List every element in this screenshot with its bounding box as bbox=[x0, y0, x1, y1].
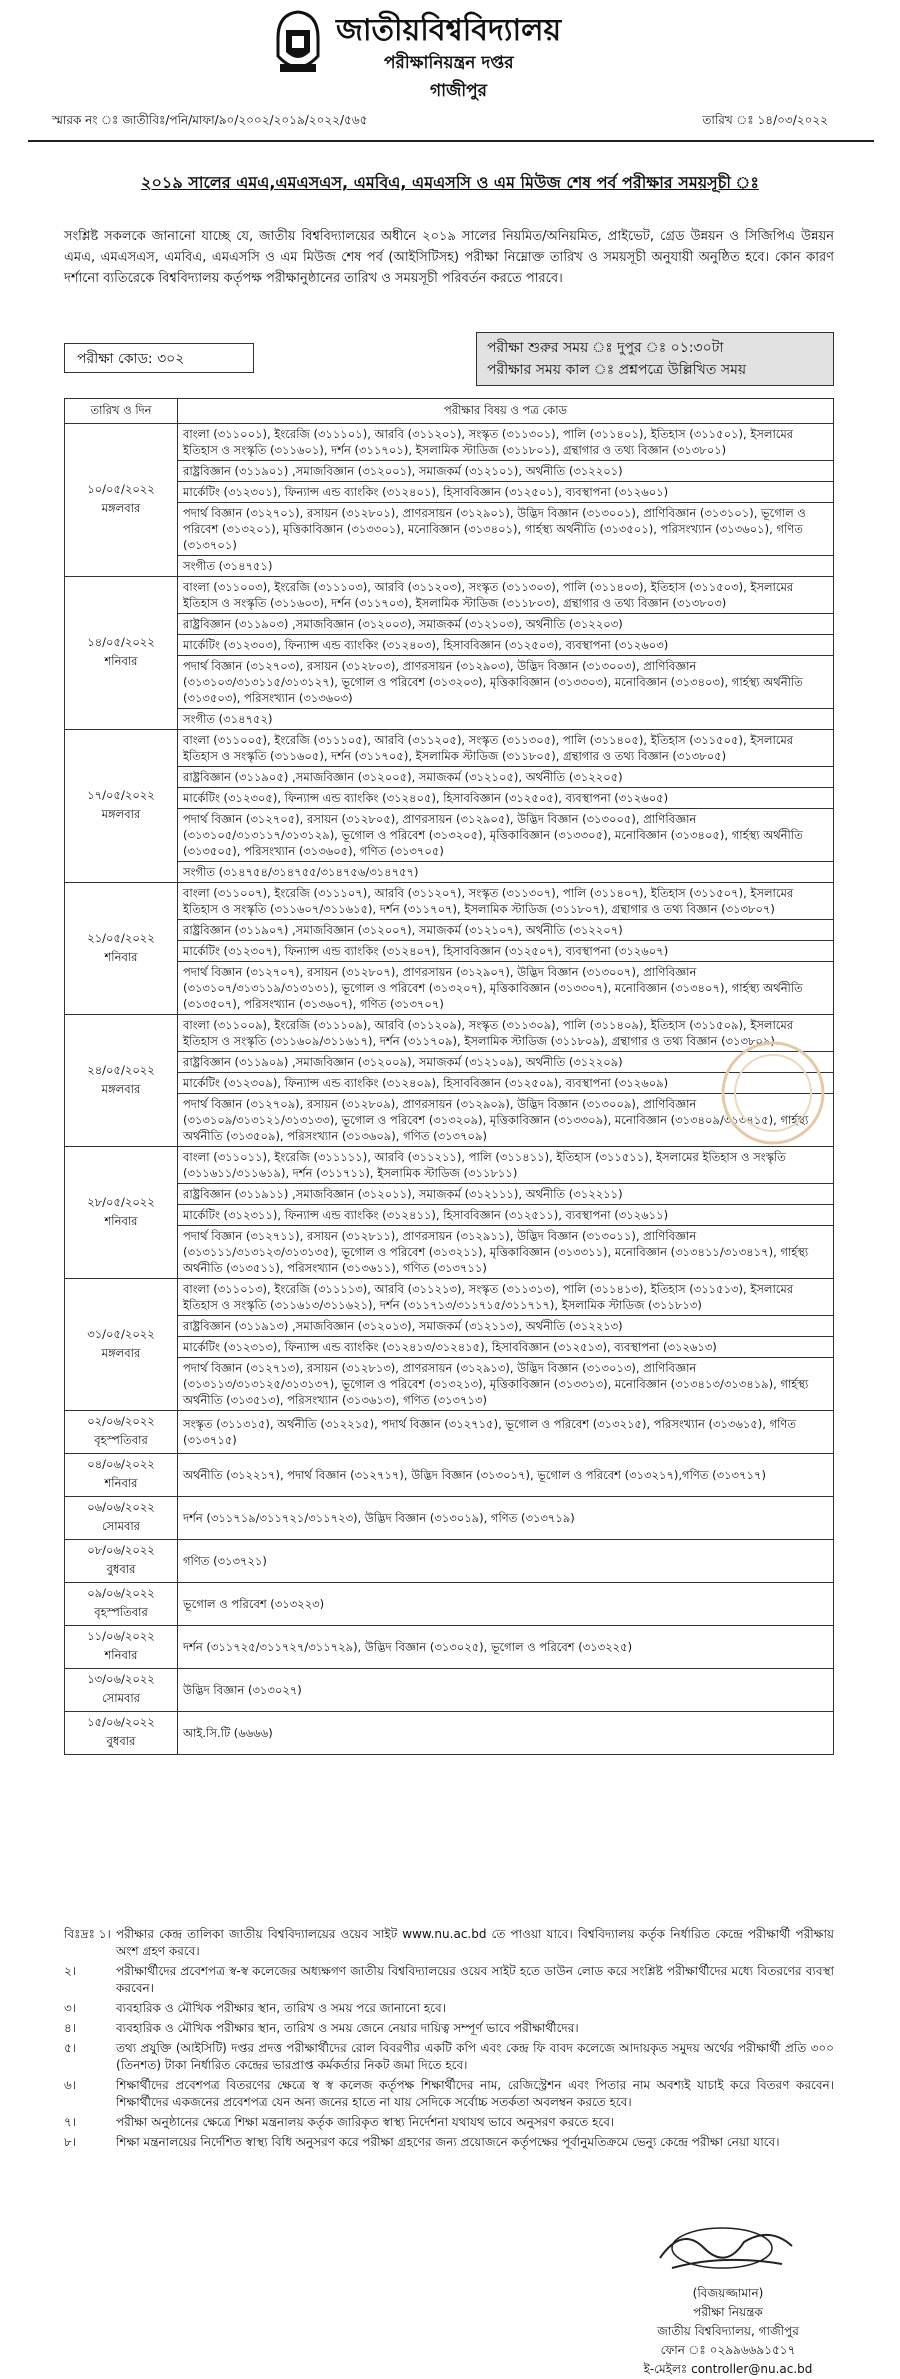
subject-cell: মার্কেটিং (৩১২৩০৭), ফিন্যান্স এন্ড ব্যাংকিং (৩১২৪০৭), হিসাববিজ্ঞান (৩১২৫০৭), ব্যবস্থাপনা (৩১২৬০৭) bbox=[178, 941, 834, 962]
table-row bbox=[65, 862, 834, 883]
signature-icon bbox=[652, 2218, 802, 2280]
exam-day: শনিবার bbox=[104, 654, 138, 668]
exam-start-time: পরীক্ষা শুরুর সময় ঃ দুপুর ঃ ০১:৩০টা bbox=[487, 340, 724, 356]
table-row bbox=[65, 635, 834, 656]
note-number: ৬। bbox=[64, 2078, 77, 2092]
subject-cell: রাষ্ট্রবিজ্ঞান (৩১১৯০৫) ,সমাজবিজ্ঞান (৩১২০০৫), সমাজকর্ম (৩১২১০৫), অর্থনীতি (৩১২২০৫) bbox=[178, 767, 834, 788]
subject-cell: পদার্থ বিজ্ঞান (৩১২৭০৩), রসায়ন (৩১২৮০৩), প্রাণরসায়ন (৩১২৯০৩), উদ্ভিদ বিজ্ঞান (৩১৩০০৩), প্রাণিবিজ্ঞান (৩১৩১০৩/৩১৩১১৫/৩১৩১২৭), ভূগোল ও পরিবেশ (৩১৩২০৩), মৃত্তিকাবিজ্ঞান (৩১৩৩০৩), মনোবিজ্ঞান (৩১৩৪০৩), গার্হস্থ্য অর্থনীতি (৩১৩৫০৩), পরিসংখ্যান (৩১৩৬০৩) bbox=[178, 656, 834, 709]
table-row bbox=[65, 461, 834, 482]
signatory-org: জাতীয় বিশ্ববিদ্যালয়, গাজীপুর bbox=[657, 2324, 799, 2338]
exam-date: ২৮/০৫/২০২২ bbox=[87, 1194, 155, 1209]
memo-date: তারিখ ঃ ১৪/০৩/২০২২ bbox=[702, 113, 828, 127]
table-row bbox=[65, 424, 834, 461]
subject-cell: সংগীত (৩১৪৭৫২) bbox=[178, 709, 834, 730]
subject-cell: পদার্থ বিজ্ঞান (৩১২৭১৩), রসায়ন (৩১২৮১৩), প্রাণরসায়ন (৩১২৯১৩), উদ্ভিদ বিজ্ঞান (৩১৩০১৩), প্রাণিবিজ্ঞান (৩১৩১১৩/৩১৩১২৫/৩১৩১৩৭), ভূগোল ও পরিবেশ (৩১৩২১৩), মৃত্তিকাবিজ্ঞান (৩১৩৩১৩), মনোবিজ্ঞান (৩১৩৪১৩/৩১৩৪১৯), গার্হস্থ্য অর্থনীতি (৩১৩৫১৩), পরিসংখ্যান (৩১৩৬১৩), গণিত (৩১৩৭১৩) bbox=[178, 1358, 834, 1411]
university-logo-icon bbox=[272, 8, 324, 78]
exam-date: ০৯/০৬/২০২২ bbox=[87, 1586, 155, 1600]
subject-cell: বাংলা (৩১১০০৭), ইংরেজি (৩১১১০৭), আরবি (৩১১২০৭), সংস্কৃত (৩১১৩০৭), পালি (৩১১৪০৭), ইতিহাস (৩১১৫০৭), ইসলামের ইতিহাস ও সংস্কৃতি (৩১১৬০৭/৩১১৬১৫), দর্শন (৩১১৭০৭), ইসলামিক স্টাডিজ (৩১১৮০৭), গ্রন্থাগার ও তথ্য বিজ্ঞান (৩১৩৮০৭) bbox=[178, 883, 834, 920]
table-row bbox=[65, 941, 834, 962]
table-row bbox=[65, 1337, 834, 1358]
subject-cell: ভূগোল ও পরিবেশ (৩১৩২২৩) bbox=[178, 1583, 834, 1626]
table-row bbox=[65, 1147, 834, 1184]
subject-cell: পদার্থ বিজ্ঞান (৩১২৭০১), রসায়ন (৩১২৮০১), প্রাণরসায়ন (৩১২৯০১), উদ্ভিদ বিজ্ঞান (৩১৩০০১), প্রাণিবিজ্ঞান (৩১৩১০১), ভূগোল ও পরিবেশ (৩১৩২০১), মৃত্তিকাবিজ্ঞান (৩১৩৩০১), মনোবিজ্ঞান (৩১৩৪০১), গার্হস্থ্য অর্থনীতি (৩১৩৫০১), পরিসংখ্যান (৩১৩৬০১), গণিত (৩১৩৭০১) bbox=[178, 503, 834, 556]
exam-day: সোমবার bbox=[101, 1691, 141, 1705]
table-row bbox=[65, 1316, 834, 1337]
table-row bbox=[65, 788, 834, 809]
table-row bbox=[65, 920, 834, 941]
note-number: ৮। bbox=[64, 2135, 77, 2149]
subject-cell: বাংলা (৩১১০০৩), ইংরেজি (৩১১১০৩), আরবি (৩১১২০৩), সংস্কৃত (৩১১৩০৩), পালি (৩১১৪০৩), ইতিহাস (৩১১৫০৩), ইসলামের ইতিহাস ও সংস্কৃতি (৩১১৬০৩), দর্শন (৩১১৭০৩), ইসলামিক স্টাডিজ (৩১১৮০৩), গ্রন্থাগার ও তথ্য বিজ্ঞান (৩১৩৮০৩) bbox=[178, 577, 834, 614]
office-city: গাজীপুর bbox=[430, 81, 488, 101]
exam-day: বৃহস্পতিবার bbox=[94, 1433, 148, 1447]
exam-date: ০৬/০৬/২০২২ bbox=[87, 1500, 155, 1514]
table-row bbox=[65, 1626, 834, 1669]
signature-block bbox=[628, 2284, 828, 2379]
header-date: তারিখ ও দিন bbox=[65, 399, 178, 424]
note-number: ৭। bbox=[64, 2115, 77, 2129]
header-divider bbox=[28, 140, 874, 142]
note-item bbox=[64, 2077, 834, 2111]
subject-cell: দর্শন (৩১১৭২৫/৩১১৭২৭/৩১১৭২৯), উদ্ভিদ বিজ্ঞান (৩১৩০২৫), ভূগোল ও পরিবেশ (৩১৩২২৫) bbox=[178, 1626, 834, 1669]
exam-day: বুধবার bbox=[106, 1734, 136, 1748]
subject-cell: উদ্ভিদ বিজ্ঞান (৩১৩০২৭) bbox=[178, 1669, 834, 1712]
exam-date: ৩১/০৫/২০২২ bbox=[87, 1326, 155, 1341]
exam-day: বুধবার bbox=[106, 1562, 136, 1576]
table-row bbox=[65, 767, 834, 788]
table-row bbox=[65, 656, 834, 709]
notes-section bbox=[64, 1926, 834, 2154]
exam-date-cell bbox=[65, 1279, 178, 1411]
exam-day: শনিবার bbox=[104, 949, 138, 964]
exam-date: ১৫/০৬/২০২২ bbox=[87, 1715, 155, 1729]
exam-date-cell bbox=[65, 730, 178, 883]
document-title: ২০১৯ সালের এমএ,এমএসএস, এমবিএ, এমএসসি ও এম মিউজ শেষ পর্ব পরীক্ষার সময়সূচী ঃ bbox=[141, 173, 759, 192]
exam-day: শনিবার bbox=[104, 1476, 138, 1490]
table-row bbox=[65, 962, 834, 1015]
exam-date-cell bbox=[65, 883, 178, 1015]
exam-date-cell bbox=[65, 1669, 178, 1712]
table-row bbox=[65, 1454, 834, 1497]
subject-cell: পদার্থ বিজ্ঞান (৩১২৭০৯), রসায়ন (৩১২৮০৯), প্রাণরসায়ন (৩১২৯০৯), উদ্ভিদ বিজ্ঞান (৩১৩০০৯), প্রাণিবিজ্ঞান (৩১৩১০৯/৩১৩১২১/৩১৩১৩৩), ভূগোল ও পরিবেশ (৩১৩২০৯), মৃত্তিকাবিজ্ঞান (৩১৩৩০৯), মনোবিজ্ঞান (৩১৩৪০৯/৩১৩৪১৫), গার্হস্থ্য অর্থনীতি (৩১৩৫০৯), পরিসংখ্যান (৩১৩৬০৯), গণিত (৩১৩৭০৯) bbox=[178, 1094, 834, 1147]
table-row bbox=[65, 503, 834, 556]
exam-date-cell bbox=[65, 1583, 178, 1626]
table-row bbox=[65, 482, 834, 503]
table-header-row bbox=[65, 399, 834, 424]
letterhead bbox=[0, 0, 900, 127]
subject-cell: রাষ্ট্রবিজ্ঞান (৩১১৯১৩) ,সমাজবিজ্ঞান (৩১২০১৩), সমাজকর্ম (৩১২১১৩), অর্থনীতি (৩১২২১৩) bbox=[178, 1316, 834, 1337]
table-row bbox=[65, 1669, 834, 1712]
exam-date: ২৪/০৫/২০২২ bbox=[87, 1062, 155, 1077]
table-row bbox=[65, 614, 834, 635]
note-item bbox=[64, 2020, 834, 2037]
note-number: ৪। bbox=[64, 2021, 77, 2035]
watermark-stamp bbox=[718, 1038, 828, 1148]
note-number: বিঃদ্রঃ ১। bbox=[64, 1927, 111, 1941]
exam-date: ০২/০৬/২০২২ bbox=[87, 1414, 155, 1428]
exam-date: ১৭/০৫/২০২২ bbox=[87, 788, 155, 802]
exam-date-cell bbox=[65, 424, 178, 577]
exam-day: বৃহস্পতিবার bbox=[94, 1605, 148, 1619]
signatory-name: (বিজয়জ্জামান) bbox=[692, 2286, 764, 2300]
subject-cell: সংগীত (৩১৪৭৫৪/৩১৪৭৫৫/৩১৪৭৫৬/৩১৪৭৫৭) bbox=[178, 862, 834, 883]
note-text: পরীক্ষা অনুষ্ঠানের ক্ষেত্রে শিক্ষা মন্ত্রনালয় কর্তৃক জারিকৃত স্বাস্থ্য নির্দেশনা যথাযথ ভাবে অনুসরণ করতে হবে। bbox=[116, 2115, 615, 2129]
note-text: শিক্ষার্থীদের প্রবেশপত্র বিতরণের ক্ষেত্রে স্ব স্ব কলেজ কর্তৃপক্ষ শিক্ষার্থীদের নাম, রেজিস্ট্রেশন এবং পিতার নাম অবশ্যই যাচাই করে বিতরণ করবেন। শিক্ষার্থীদের একজনের প্রবেশপত্র যেন অন্য জনের হাতে না যায় সেদিকে সর্বোচ্চ সতর্কতা অবলম্বন করতে হবে। bbox=[116, 2078, 834, 2109]
note-number: ৩। bbox=[64, 2001, 77, 2015]
signatory-email: ই-মেইলঃ controller@nu.ac.bd bbox=[643, 2362, 813, 2376]
exam-date: ০৮/০৬/২০২২ bbox=[87, 1543, 155, 1557]
exam-code-box: পরীক্ষা কোড: ৩০২ bbox=[64, 343, 254, 373]
subject-cell: সংগীত (৩১৪৭৫১) bbox=[178, 556, 834, 577]
exam-date-cell bbox=[65, 1015, 178, 1147]
note-text: পরীক্ষার কেন্দ্র তালিকা জাতীয় বিশ্ববিদ্যালয়ের ওয়েব সাইট www.nu.ac.bd তে পাওয়া যাবে। বিশ্ববিদ্যালয় কর্তৃক নির্ধারিত কেন্দ্রে পরীক্ষার্থী পরীক্ষায় অংশ গ্রহণ করবে। bbox=[116, 1927, 834, 1958]
note-item bbox=[64, 2040, 834, 2074]
note-item bbox=[64, 2000, 834, 2017]
exam-day: মঙ্গলবার bbox=[101, 501, 141, 515]
exam-day: মঙ্গলবার bbox=[101, 1081, 141, 1096]
subject-cell: রাষ্ট্রবিজ্ঞান (৩১১৯০৯) ,সমাজবিজ্ঞান (৩১২০০৯), সমাজকর্ম (৩১২১০৯), অর্থনীতি (৩১২২০৯) bbox=[178, 1052, 834, 1073]
subject-cell: দর্শন (৩১১৭১৯/৩১১৭২১/৩১১৭২৩), উদ্ভিদ বিজ্ঞান (৩১৩০১৯), গণিত (৩১৩৭১৯) bbox=[178, 1497, 834, 1540]
exam-date-cell bbox=[65, 1540, 178, 1583]
note-item bbox=[64, 2134, 834, 2151]
subject-cell: মার্কেটিং (৩১২৩০৫), ফিন্যান্স এন্ড ব্যাংকিং (৩১২৪০৫), হিসাববিজ্ঞান (৩১২৫০৫), ব্যবস্থাপনা (৩১২৬০৫) bbox=[178, 788, 834, 809]
table-row bbox=[65, 1712, 834, 1755]
note-item bbox=[64, 2114, 834, 2131]
exam-date-cell bbox=[65, 1497, 178, 1540]
exam-duration: পরীক্ষার সময় কাল ঃ প্রশ্নপত্রে উল্লিখিত সময় bbox=[487, 362, 747, 378]
table-row bbox=[65, 1358, 834, 1411]
university-name: জাতীয়বিশ্ববিদ্যালয় bbox=[336, 13, 562, 48]
table-row bbox=[65, 1226, 834, 1279]
table-row bbox=[65, 709, 834, 730]
note-text: ব্যবহারিক ও মৌখিক পরীক্ষার স্থান, তারিখ ও সময় পরে জানানো হবে। bbox=[116, 2001, 446, 2015]
table-row bbox=[65, 1497, 834, 1540]
subject-cell: বাংলা (৩১১০০৯), ইংরেজি (৩১১১০৯), আরবি (৩১১২০৯), সংস্কৃত (৩১১৩০৯), পালি (৩১১৪০৯), ইতিহাস (৩১১৫০৯), ইসলামের ইতিহাস ও সংস্কৃতি (৩১১৬০৯/৩১১৬১৭), দর্শন (৩১১৭০৯), ইসলামিক স্টাডিজ (৩১১৮০৯), গ্রন্থাগার ও তথ্য বিজ্ঞান (৩১৩৮০৯) bbox=[178, 1015, 834, 1052]
subject-cell: গণিত (৩১৩৭২১) bbox=[178, 1540, 834, 1583]
subject-cell: রাষ্ট্রবিজ্ঞান (৩১১৯১১) ,সমাজবিজ্ঞান (৩১২০১১), সমাজকর্ম (৩১২১১১), অর্থনীতি (৩১২২১১) bbox=[178, 1184, 834, 1205]
table-row bbox=[65, 577, 834, 614]
exam-date: ১৪/০৫/২০২২ bbox=[87, 635, 155, 649]
signatory-designation: পরীক্ষা নিয়ন্ত্রক bbox=[693, 2305, 763, 2319]
subject-cell: রাষ্ট্রবিজ্ঞান (৩১১৯০৭) ,সমাজবিজ্ঞান (৩১২০০৭), সমাজকর্ম (৩১২১০৭), অর্থনীতি (৩১২২০৭) bbox=[178, 920, 834, 941]
subject-cell: আই.সি.টি (৬৬৬৬) bbox=[178, 1712, 834, 1755]
subject-cell: বাংলা (৩১১০০১), ইংরেজি (৩১১১০১), আরবি (৩১১২০১), সংস্কৃত (৩১১৩০১), পালি (৩১১৪০১), ইতিহাস (৩১১৫০১), ইসলামের ইতিহাস ও সংস্কৃতি (৩১১৬০১), দর্শন (৩১১৭০১), ইসলামিক স্টাডিজ (৩১১৮০১), গ্রন্থাগার ও তথ্য বিজ্ঞান (৩১৩৮০১) bbox=[178, 424, 834, 461]
exam-day: সোমবার bbox=[101, 1519, 141, 1533]
subject-cell: মার্কেটিং (৩১২৩১৩), ফিন্যান্স এন্ড ব্যাংকিং (৩১২৪১৩/৩১২৪১৫), হিসাববিজ্ঞান (৩১২৫১৩), ব্যবস্থাপনা (৩১২৬১৩) bbox=[178, 1337, 834, 1358]
exam-date: ১১/০৬/২০২২ bbox=[87, 1629, 155, 1643]
subject-cell: বাংলা (৩১১০১৩), ইংরেজি (৩১১১১৩), আরবি (৩১১২১৩), সংস্কৃত (৩১১৩১৩), পালি (৩১১৪১৩), ইতিহাস (৩১১৫১৩), ইসলামের ইতিহাস ও সংস্কৃতি (৩১১৬১৩/৩১১৬২১), দর্শন (৩১১৭১৩/৩১১৭১৫/৩১১৭১৭), ইসলামিক স্টাডিজ (৩১১৮১৩) bbox=[178, 1279, 834, 1316]
note-text: শিক্ষা মন্ত্রনালয়ের নির্দেশিত স্বাস্থ্য বিধি অনুসরণ করে পরীক্ষা গ্রহণের জন্য প্রয়োজনে কর্তৃপক্ষের পূর্বানুমতিক্রমে ভেন্যু কেন্দ্রে পরীক্ষা নেয়া যাবে। bbox=[116, 2135, 780, 2149]
subject-cell: বাংলা (৩১১০১১), ইংরেজি (৩১১১১১), আরবি (৩১১২১১), পালি (৩১১৪১১), ইতিহাস (৩১১৫১১), ইসলামের ইতিহাস ও সংস্কৃতি (৩১১৬১১/৩১১৬১৯), দর্শন (৩১১৭১১), ইসলামিক স্টাডিজ (৩১১৮১১) bbox=[178, 1147, 834, 1184]
table-row bbox=[65, 1205, 834, 1226]
subject-cell: পদার্থ বিজ্ঞান (৩১২৭১১), রসায়ন (৩১২৮১১), প্রাণরসায়ন (৩১২৯১১), উদ্ভিদ বিজ্ঞান (৩১৩০১১), প্রাণিবিজ্ঞান (৩১৩১১১/৩১৩১২৩/৩১৩১৩৫), ভূগোল ও পরিবেশ (৩১৩২১১), মৃত্তিকাবিজ্ঞান (৩১৩৩১১), মনোবিজ্ঞান (৩১৩৪১১/৩১৩৪১৭), গার্হস্থ্য অর্থনীতি (৩১৩৫১১), পরিসংখ্যান (৩১৩৬১১), গণিত (৩১৩৭১১) bbox=[178, 1226, 834, 1279]
table-row bbox=[65, 1279, 834, 1316]
note-text: ব্যবহারিক ও মৌখিক পরীক্ষার স্থান, তারিখ ও সময় জেনে নেয়ার দায়িত্ব সম্পূর্ণ ভাবে পরীক্ষার্থীদের। bbox=[116, 2021, 579, 2035]
subject-cell: রাষ্ট্রবিজ্ঞান (৩১১৯০১) ,সমাজবিজ্ঞান (৩১২০০১), সমাজকর্ম (৩১২১০১), অর্থনীতি (৩১২২০১) bbox=[178, 461, 834, 482]
subject-cell: মার্কেটিং (৩১২৩০৩), ফিন্যান্স এন্ড ব্যাংকিং (৩১২৪০৩), হিসাববিজ্ঞান (৩১২৫০৩), ব্যবস্থাপনা (৩১২৬০৩) bbox=[178, 635, 834, 656]
exam-date: ১০/০৫/২০২২ bbox=[87, 482, 155, 496]
office-name: পরীক্ষানিয়ন্ত্রন দপ্তর bbox=[384, 53, 514, 73]
subject-cell: মার্কেটিং (৩১২৩০৯), ফিন্যান্স এন্ড ব্যাংকিং (৩১২৪০৯), হিসাববিজ্ঞান (৩১২৫০৯), ব্যবস্থাপনা (৩১২৬০৯) bbox=[178, 1073, 834, 1094]
exam-date-cell bbox=[65, 1454, 178, 1497]
table-row bbox=[65, 1583, 834, 1626]
subject-cell: সংস্কৃত (৩১১৩১৫), অর্থনীতি (৩১২২১৫), পদার্থ বিজ্ঞান (৩১২৭১৫), ভূগোল ও পরিবেশ (৩১৩২১৫), পরিসংখ্যান (৩১৩৬১৫), গণিত (৩১৩৭১৫) bbox=[178, 1411, 834, 1454]
table-row bbox=[65, 1411, 834, 1454]
signatory-phone: ফোন ঃ ০২৯৯৬৬৯১৫১৭ bbox=[660, 2343, 796, 2357]
exam-day: শনিবার bbox=[104, 1648, 138, 1662]
exam-date-cell bbox=[65, 1626, 178, 1669]
note-number: ২। bbox=[64, 1964, 77, 1978]
table-row bbox=[65, 883, 834, 920]
exam-date-cell bbox=[65, 577, 178, 730]
note-item bbox=[64, 1926, 834, 1960]
subject-cell: রাষ্ট্রবিজ্ঞান (৩১১৯০৩) ,সমাজবিজ্ঞান (৩১২০০৩), সমাজকর্ম (৩১২১০৩), অর্থনীতি (৩১২২০৩) bbox=[178, 614, 834, 635]
subject-cell: মার্কেটিং (৩১২৩০১), ফিন্যান্স এন্ড ব্যাংকিং (৩১২৪০১), হিসাববিজ্ঞান (৩১২৫০১), ব্যবস্থাপনা (৩১২৬০১) bbox=[178, 482, 834, 503]
subject-cell: পদার্থ বিজ্ঞান (৩১২৭০৫), রসায়ন (৩১২৮০৫), প্রাণরসায়ন (৩১২৯০৫), উদ্ভিদ বিজ্ঞান (৩১৩০০৫), প্রাণিবিজ্ঞান (৩১৩১০৫/৩১৩১১৭/৩১৩১২৯), ভূগোল ও পরিবেশ (৩১৩২০৫), মৃত্তিকাবিজ্ঞান (৩১৩৩০৫), মনোবিজ্ঞান (৩১৩৪০৫), গার্হস্থ্য অর্থনীতি (৩১৩৫০৫), পরিসংখ্যান (৩১৩৬০৫), গণিত (৩১৩৭০৫) bbox=[178, 809, 834, 862]
table-row bbox=[65, 809, 834, 862]
subject-cell: বাংলা (৩১১০০৫), ইংরেজি (৩১১১০৫), আরবি (৩১১২০৫), সংস্কৃত (৩১১৩০৫), পালি (৩১১৪০৫), ইতিহাস (৩১১৫০৫), ইসলামের ইতিহাস ও সংস্কৃতি (৩১১৬০৫), দর্শন (৩১১৭০৫), ইসলামিক স্টাডিজ (৩১১৮০৫), গ্রন্থাগার ও তথ্য বিজ্ঞান (৩১৩৮০৫) bbox=[178, 730, 834, 767]
note-text: পরীক্ষার্থীদের প্রবেশপত্র স্ব-স্ব কলেজের অধ্যক্ষগণ জাতীয় বিশ্ববিদ্যালয়ের ওয়েব সাইট হতে ডাউন লোড করে সংশ্লিষ্ট পরীক্ষার্থীদের মধ্যে বিতরণের ব্যবস্থা করবেন। bbox=[116, 1964, 834, 1995]
subject-cell: পদার্থ বিজ্ঞান (৩১২৭০৭), রসায়ন (৩১২৮০৭), প্রাণরসায়ন (৩১২৯০৭), উদ্ভিদ বিজ্ঞান (৩১৩০০৭), প্রাণিবিজ্ঞান (৩১৩১০৭/৩১৩১১৯/৩১৩১৩১), ভূগোল ও পরিবেশ (৩১৩২০৭), মৃত্তিকাবিজ্ঞান (৩১৩৩০৭), মনোবিজ্ঞান (৩১৩৪০৭), গার্হস্থ্য অর্থনীতি (৩১৩৫০৭), পরিসংখ্যান (৩১৩৬০৭), গণিত (৩১৩৭০৭) bbox=[178, 962, 834, 1015]
subject-cell: অর্থনীতি (৩১২২১৭), পদার্থ বিজ্ঞান (৩১২৭১৭), উদ্ভিদ বিজ্ঞান (৩১৩০১৭), ভূগোল ও পরিবেশ (৩১৩২১৭),গণিত (৩১৩৭১৭) bbox=[178, 1454, 834, 1497]
subject-cell: মার্কেটিং (৩১২৩১১), ফিন্যান্স এন্ড ব্যাংকিং (৩১২৪১১), হিসাববিজ্ঞান (৩১২৫১১), ব্যবস্থাপনা (৩১২৬১১) bbox=[178, 1205, 834, 1226]
table-row bbox=[65, 1184, 834, 1205]
memo-number: স্মারক নং ঃ জাতীবিঃ/পনি/মাফা/৯০/২০০২/২০১৯/২০২২/৫৬৫ bbox=[52, 113, 368, 127]
exam-day: শনিবার bbox=[104, 1213, 138, 1228]
note-text: তথ্য প্রযুক্তি (আইসিটি) দপ্তর প্রদত্ত পরীক্ষার্থীদের রোল বিবরণীর একটি কপি এবং কেন্দ্র ফি বাবদ কলেজে আদায়কৃত সমুদয় অর্থের পরীক্ষার্থী প্রতি ৩০০ (তিনশত) টাকা নির্ধারিত কেন্দ্রের ভারপ্রাপ্ত কর্মকর্তার নিকট জমা দিতে হবে। bbox=[116, 2041, 834, 2072]
header-subject: পরীক্ষার বিষয় ও পত্র কোড bbox=[178, 399, 834, 424]
exam-date: ২১/০৫/২০২২ bbox=[87, 930, 155, 945]
exam-time-box bbox=[476, 332, 834, 386]
intro-paragraph: সংশ্লিষ্ট সকলকে জানানো যাচ্ছে যে, জাতীয় বিশ্ববিদ্যালয়ের অধীনে ২০১৯ সালের নিয়মিত/অনিয়মিত, প্রাইভেট, গ্রেড উন্নয়ন ও সিজিপিএ উন্নয়ন এমএ, এমএসএস, এমবিএ, এমএসসি ও এম মিউজ শেষ পর্ব (আইসিটিসহ) পরীক্ষা নিম্নোক্ত তারিখ ও সময়সূচী অনুযায়ী অনুষ্ঠিত হবে। কোন কারণ দর্শানো ব্যতিরেকে বিশ্ববিদ্যালয় কর্তৃপক্ষ পরীক্ষানুষ্ঠানের তারিখ ও সময়সূচী পরিবর্তন করতে পারবে। bbox=[64, 229, 834, 286]
exam-date: ০৪/০৬/২০২২ bbox=[87, 1457, 155, 1471]
table-row bbox=[65, 556, 834, 577]
table-row bbox=[65, 730, 834, 767]
exam-date: ১৩/০৬/২০২২ bbox=[87, 1672, 155, 1686]
exam-date-cell bbox=[65, 1147, 178, 1279]
note-item bbox=[64, 1963, 834, 1997]
note-number: ৫। bbox=[64, 2041, 77, 2055]
table-row bbox=[65, 1540, 834, 1583]
exam-date-cell bbox=[65, 1411, 178, 1454]
exam-day: মঙ্গলবার bbox=[101, 1345, 141, 1360]
exam-date-cell bbox=[65, 1712, 178, 1755]
exam-day: মঙ্গলবার bbox=[101, 807, 141, 821]
